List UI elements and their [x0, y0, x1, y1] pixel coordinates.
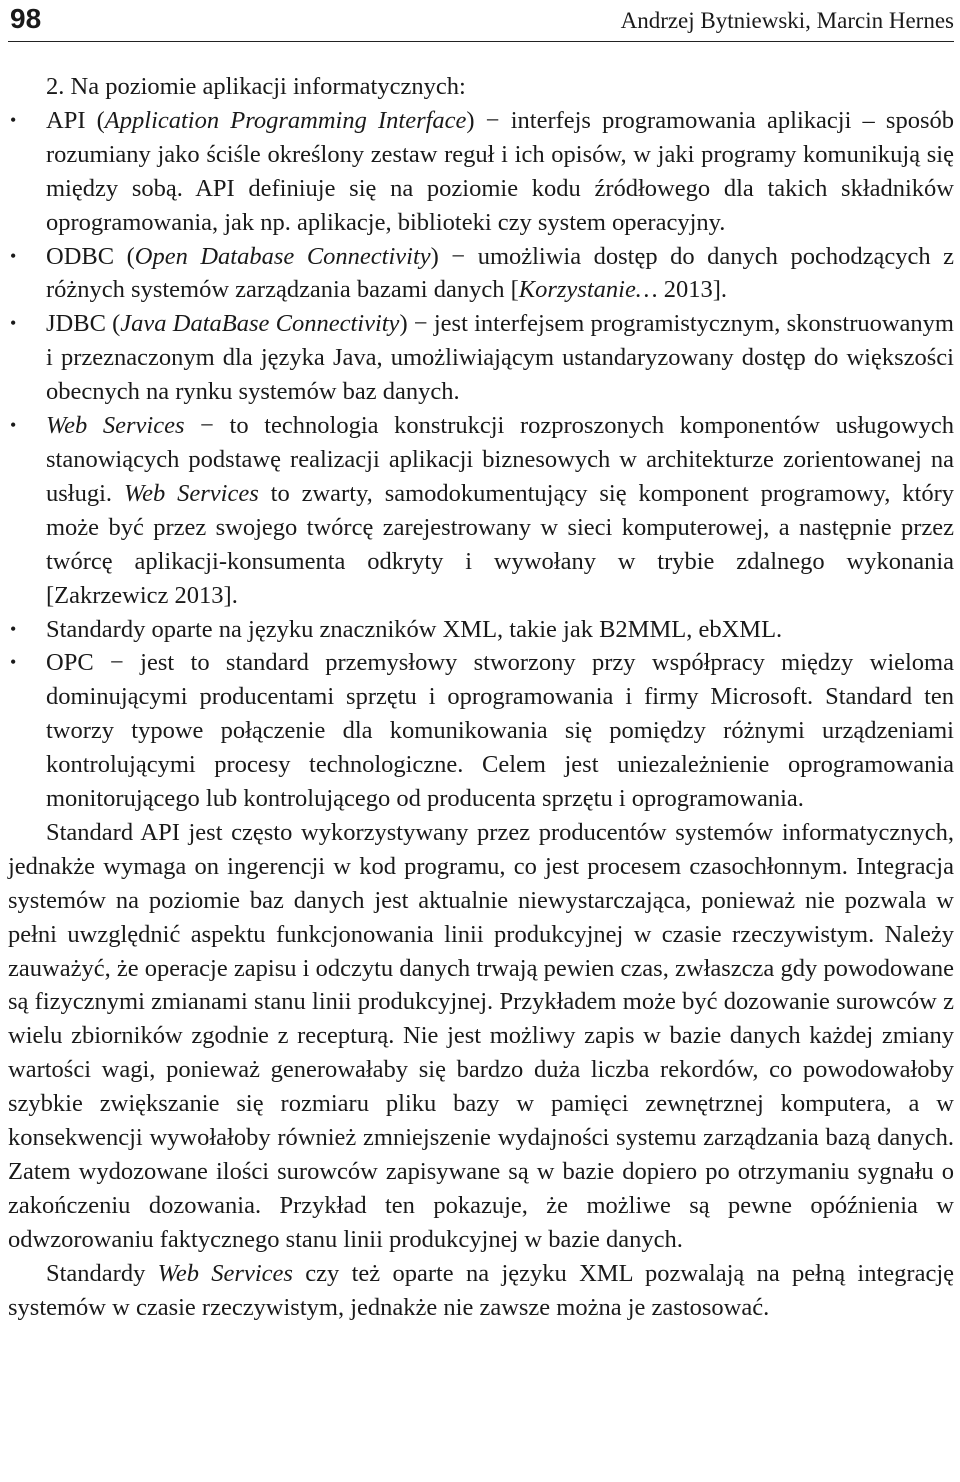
text-run: OPC − jest to standard przemysłowy stworzony przy współpracy między wieloma dominującymi producentami sprzętu i oprogramowania i firmy Microsoft. Standard ten tworzy typowe połączenie dla komunikowania się pomiędzy różnymi urządzeniami kontrolującymi procesy technologiczne. Celem jest uniezależnienie oprogramowania monitorującego lub kontrolującego od producenta sprzętu i oprogramowania.: [46, 649, 954, 813]
paragraph-api-integration: [8, 816, 954, 1257]
bullet-text: [46, 616, 782, 643]
italic-run: Application Programming Interface: [104, 106, 467, 134]
text-run: czy też oparte na języku XML pozwalają na pełną integrację systemów w czasie rzeczywistym, jednakże nie zawsze można je zastosować.: [8, 1259, 954, 1321]
bullet-text: [46, 243, 954, 304]
text-run: ODBC (: [46, 242, 135, 270]
bullet-text: [46, 412, 954, 609]
bullet-list: [8, 104, 954, 816]
bullet-dot-icon: •: [10, 618, 17, 639]
bullet-text: [46, 310, 954, 405]
italic-run: Java DataBase Connectivity: [120, 310, 400, 338]
bullet-dot-icon: •: [10, 245, 17, 266]
page-header: [8, 0, 954, 42]
paragraph-web-services-xml: [8, 1257, 954, 1325]
bullet-item-jdbc: [8, 307, 954, 409]
running-head: Andrzej Bytniewski, Marcin Hernes: [620, 8, 954, 33]
italic-run: Web Services: [123, 479, 259, 507]
text-run: ) − umożliwia dostęp do danych pochodzących z różnych systemów zarządzania bazami danych [: [46, 242, 954, 304]
bullet-text: [46, 649, 954, 812]
page-number: 98: [10, 3, 42, 34]
bullet-item-xml-standards: [8, 613, 954, 647]
bullet-dot-icon: •: [10, 652, 17, 673]
text-run: 2013].: [657, 276, 728, 304]
italic-run: Open Database Connectivity: [134, 242, 431, 270]
italic-run: Web Services: [46, 412, 185, 440]
bullet-dot-icon: •: [10, 313, 17, 334]
text-run: Standardy: [46, 1259, 158, 1287]
text-run: Standard API jest często wykorzystywany przez producentów systemów informatycznych, jednakże wymaga on ingerencji w kod programu, co jest procesem czasochłonnym. Integracja systemów na poziomie baz danych jest aktualnie niewystarczająca, ponieważ nie pozwala w pełni uwzględnić aspektu funkcjonowania linii produkcyjnej w czasie rzeczywistym. Należy zauważyć, że operacje zapisu i odczytu danych trwają pewien czas, zwłaszcza gdy powodowane są fizycznymi zmianami stanu linii produkcyjnej. Przykładem może być dozowanie surowców z wielu zbiorników zgodnie z recepturą. Nie jest możliwy zapis w bazie danych każdej zmiany wartości wagi, ponieważ generowałaby się bardzo duża liczba rekordów, co powodowałoby szybkie zwiększanie się rozmiaru pliku bazy w pamięci zewnętrznej komputera, a w konsekwencji wywołałoby również zmniejszenie wydajności systemu zarządzania bazą danych. Zatem wydozowane ilości surowców zapisywane są w bazie dopiero po otrzymaniu sygnału o zakończeniu dozowania. Przykład ten pokazuje, że możliwe są pewne opóźnienia w odwzorowaniu faktycznego stanu linii produkcyjnej w bazie danych.: [8, 818, 954, 1253]
text-run: API (: [46, 106, 105, 134]
bullet-dot-icon: •: [10, 109, 17, 130]
bullet-item-odbc: [8, 240, 954, 308]
bullet-item-web-services: [8, 409, 954, 612]
bullet-item-api: [8, 104, 954, 240]
text-run: Standardy oparte na języku znaczników XML, takie jak B2MML, ebXML.: [46, 615, 783, 643]
section-lead: 2. Na poziomie aplikacji informatycznych:: [46, 73, 466, 100]
text-run: ) − jest interfejsem programistycznym, skonstruowanym i przeznaczonym dla języka Java, umożliwiającym ustandaryzowany dostęp do większości obecnych na rynku systemów baz danych.: [46, 310, 954, 406]
text-run: JDBC (: [46, 310, 121, 338]
bullet-item-opc: [8, 646, 954, 816]
text-run: ) − interfejs programowania aplikacji – sposób rozumiany jako ściśle określony zestaw reguł i ich opisów, w jaki programy komunikują się między sobą. API definiuje się na poziomie kodu źródłowego dla takich składników oprogramowania, jak np. aplikacje, biblioteki czy system operacyjny.: [46, 106, 954, 236]
bullet-dot-icon: •: [10, 415, 17, 436]
text-run: to zwarty, samodokumentujący się komponent programowy, który może być przez swojego twórcę zarejestrowany w sieci komputerowej, a następnie przez twórcę aplikacji-konsumenta odkryty i wywołany w trybie zdalnego wykonania [Zakrzewicz 2013].: [46, 479, 954, 609]
bullet-text: [46, 107, 954, 236]
text-run: − to technologia konstrukcji rozproszonych komponentów usługowych stanowiących podstawę realizacji aplikacji biznesowych w architekturze zorientowanej na usługi.: [46, 412, 954, 507]
italic-run: Web Services: [157, 1259, 293, 1287]
italic-run: Korzystanie…: [518, 276, 658, 304]
body-text: [8, 42, 954, 1325]
